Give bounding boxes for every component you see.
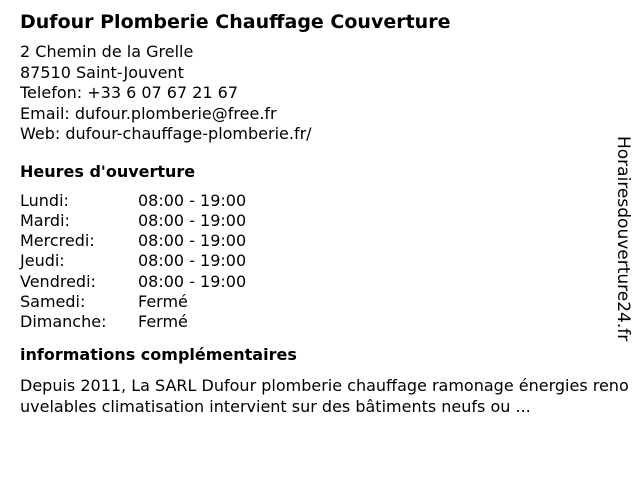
opening-hours-table <box>20 191 246 333</box>
additional-info-heading: informations complémentaires <box>20 344 297 364</box>
hours-row-thursday <box>20 251 246 271</box>
business-description: Depuis 2011, La SARL Dufour plomberie chauffage ramonage énergies renouvelables climatisation intervient sur des bâtiments neufs ou ... <box>20 375 629 416</box>
day-hours: 08:00 - 19:00 <box>138 251 247 271</box>
day-hours: 08:00 - 19:00 <box>138 231 247 251</box>
day-hours: 08:00 - 19:00 <box>138 190 247 210</box>
day-hours: 08:00 - 19:00 <box>138 271 247 291</box>
website-link[interactable]: Web: dufour-chauffage-plomberie.fr/ <box>20 124 312 143</box>
hours-row-friday <box>20 272 246 292</box>
address-city: 87510 Saint-Jouvent <box>20 62 184 82</box>
day-hours: Fermé <box>138 312 188 332</box>
day-hours: Fermé <box>138 291 188 311</box>
day-label: Samedi: <box>20 291 86 311</box>
day-label: Dimanche: <box>20 312 107 332</box>
hours-row-tuesday <box>20 211 246 231</box>
phone-number[interactable]: Telefon: +33 6 07 67 21 67 <box>20 83 239 102</box>
hours-row-sunday <box>20 312 246 332</box>
address-street: 2 Chemin de la Grelle <box>20 42 194 61</box>
day-hours: 08:00 - 19:00 <box>138 210 247 230</box>
hours-row-monday <box>20 191 246 211</box>
source-site-link[interactable]: Horairesdouverture24.fr <box>613 136 633 342</box>
day-label: Vendredi: <box>20 271 96 291</box>
email-address[interactable]: Email: dufour.plomberie@free.fr <box>20 103 277 123</box>
hours-row-saturday <box>20 292 246 312</box>
business-name: Dufour Plomberie Chauffage Couverture <box>20 11 451 33</box>
day-label: Mardi: <box>20 210 70 230</box>
opening-hours-heading: Heures d'ouverture <box>20 161 196 181</box>
hours-row-wednesday <box>20 231 246 251</box>
day-label: Lundi: <box>20 190 69 210</box>
day-label: Jeudi: <box>20 251 65 271</box>
day-label: Mercredi: <box>20 231 95 251</box>
